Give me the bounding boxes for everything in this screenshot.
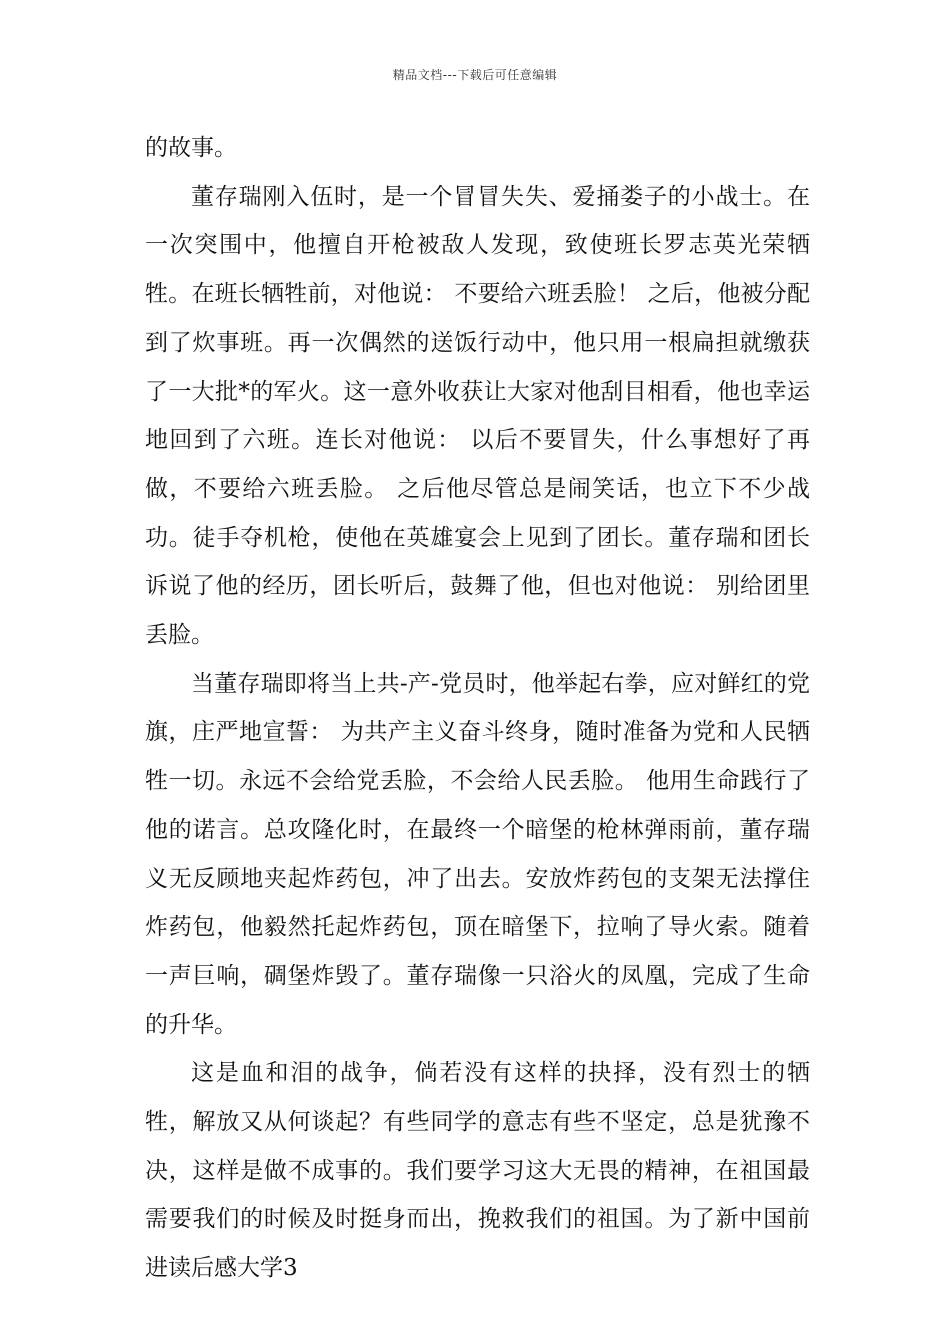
document-body [145, 124, 810, 1293]
paragraph-continuation: 的故事。 [145, 135, 237, 161]
paragraph: 当董存瑞即将当上共-产-党员时，他举起右拳，应对鲜红的党旗，庄严地宣誓： 为共产主义奋斗终身，随时准备为党和人民牺牲一切。永远不会给党丢脸，不会给人民丢脸。 他用生命践行了他的诺言。总攻隆化时，在最终一个暗堡的枪林弹雨前，董存瑞义无反顾地夹起炸药包，冲了出去。安放炸药包的支架无法撑住炸药包，他毅然托起炸药包，顶在暗堡下，拉响了导火索。随着一声巨响，碉堡炸毁了。董存瑞像一只浴火的凤凰，完成了生命的升华。 [145, 670, 810, 1038]
paragraph: 这是血和泪的战争，倘若没有这样的抉择，没有烈士的牺牲，解放又从何谈起？有些同学的意志有些不坚定，总是犹豫不决，这样是做不成事的。我们要学习这大无畏的精神，在祖国最需要我们的时候及时挺身而出，挽救我们的祖国。为了新中国前进读后感大学3 [145, 1060, 810, 1282]
paragraph: 董存瑞刚入伍时，是一个冒冒失失、爱捅娄子的小战士。在一次突围中，他擅自开枪被敌人发现，致使班长罗志英光荣牺牲。在班长牺牲前，对他说： 不要给六班丢脸！ 之后，他被分配到了炊事班。再一次偶然的送饭行动中，他只用一根扁担就缴获了一大批*的军火。这一意外收获让大家对他刮目相看，他也幸运地回到了六班。连长对他说： 以后不要冒失，什么事想好了再做，不要给六班丢脸。 之后他尽管总是闹笑话，也立下不少战功。徒手夺机枪，使他在英雄宴会上见到了团长。董存瑞和团长诉说了他的经历，团长听后，鼓舞了他，但也对他说： 别给团里丢脸。 [145, 183, 810, 649]
page-header: 精品文档---下载后可任意编辑 [392, 68, 558, 82]
